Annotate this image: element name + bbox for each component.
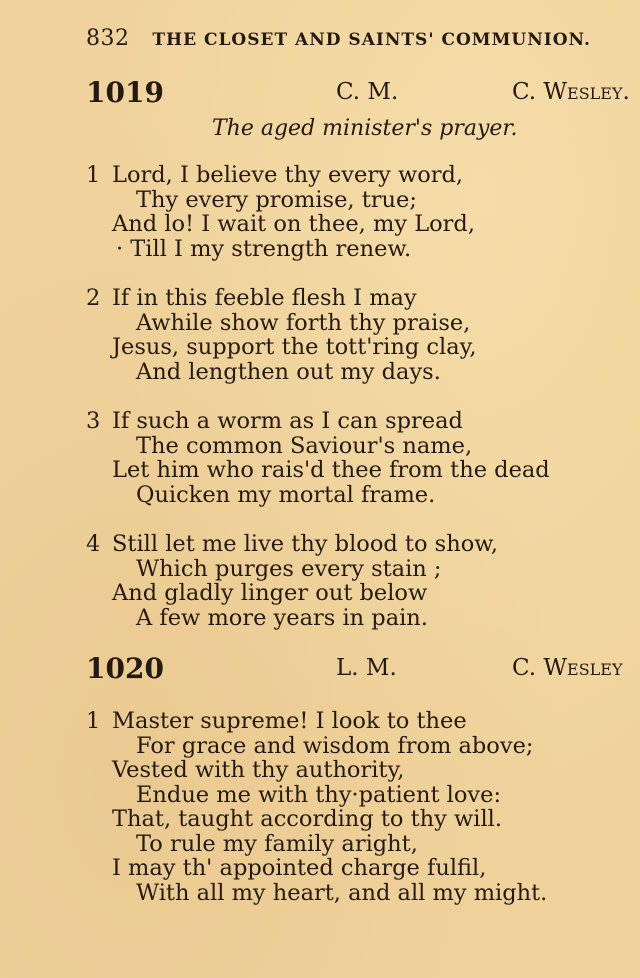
line-text: A few more years in pain. [136,604,428,631]
running-title: THE CLOSET AND SAINTS' COMMUNION. [152,30,591,50]
hymn-subtitle: The aged minister's prayer. [212,116,518,141]
hymn-author: C. Wesley [512,655,623,681]
verse-line [86,237,626,262]
verse-line [86,409,626,434]
hymn-meter: C. M. [336,79,399,105]
stanza [86,163,626,261]
stanza [86,709,626,905]
verse-line [86,606,626,631]
line-text: Jesus, support the tott'ring clay, [112,334,477,360]
line-text: Master supreme! I look to thee [112,708,467,734]
line-text: If in this feeble flesh I may [112,285,417,311]
line-text: Which purges every stain ; [136,555,442,582]
line-text: Lord, I believe thy every word, [112,162,464,188]
hymn-number: 1020 [86,652,164,685]
verse-line [86,557,626,582]
verse-line [86,881,626,906]
stanza-number: 3 [86,408,101,434]
verse-line [86,212,626,237]
page-number: 832 [86,26,130,51]
verse-line [86,709,626,734]
line-text: Quicken my mortal frame. [136,481,436,508]
line-text: I may th' appointed charge fulfil, [112,855,487,881]
verse-line [86,758,626,783]
hymn-author: C. Wesley. [512,79,630,105]
verse-line [86,434,626,459]
verse-line [86,581,626,606]
stanza-number: 4 [86,531,101,557]
stanza-number: 1 [86,708,101,734]
verse-line [86,286,626,311]
line-text: To rule my family aright, [136,830,418,857]
verse-line [86,856,626,881]
hymn-header [86,76,640,110]
hymn-header [86,652,640,686]
running-head [86,26,606,51]
verse-line [86,832,626,857]
line-text: With all my heart, and all my might. [136,879,548,906]
line-text: · Till I my strength renew. [116,235,412,262]
line-text: And lo! I wait on thee, my Lord, [112,211,475,237]
hymn-number: 1019 [86,76,164,109]
verse-line [86,483,626,508]
line-text: Vested with thy authority, [112,757,405,783]
line-text: That, taught according to thy will. [112,806,502,832]
stanza-number: 1 [86,162,101,188]
line-text: Thy every promise, true; [136,186,417,213]
verse-line [86,458,626,483]
verse-line [86,335,626,360]
verse-line [86,188,626,213]
verse-line [86,783,626,808]
line-text: For grace and wisdom from above; [136,732,534,759]
line-text: And gladly linger out below [112,580,428,606]
verse-line [86,734,626,759]
verse-line [86,360,626,385]
line-text: The common Saviour's name, [136,432,473,459]
verse-line [86,311,626,336]
line-text: And lengthen out my days. [136,358,441,385]
line-text: Still let me live thy blood to show, [112,531,498,557]
verse-line [86,163,626,188]
line-text: Let him who rais'd thee from the dead [112,457,550,483]
stanza [86,409,626,507]
line-text: Awhile show forth thy praise, [136,309,471,336]
line-text: If such a worm as I can spread [112,408,463,434]
stanza [86,286,626,384]
stanza [86,532,626,630]
verse-line [86,807,626,832]
verse-line [86,532,626,557]
line-text: Endue me with thy·patient love: [136,781,502,808]
hymn-meter: L. M. [336,655,397,681]
stanza-number: 2 [86,285,101,311]
